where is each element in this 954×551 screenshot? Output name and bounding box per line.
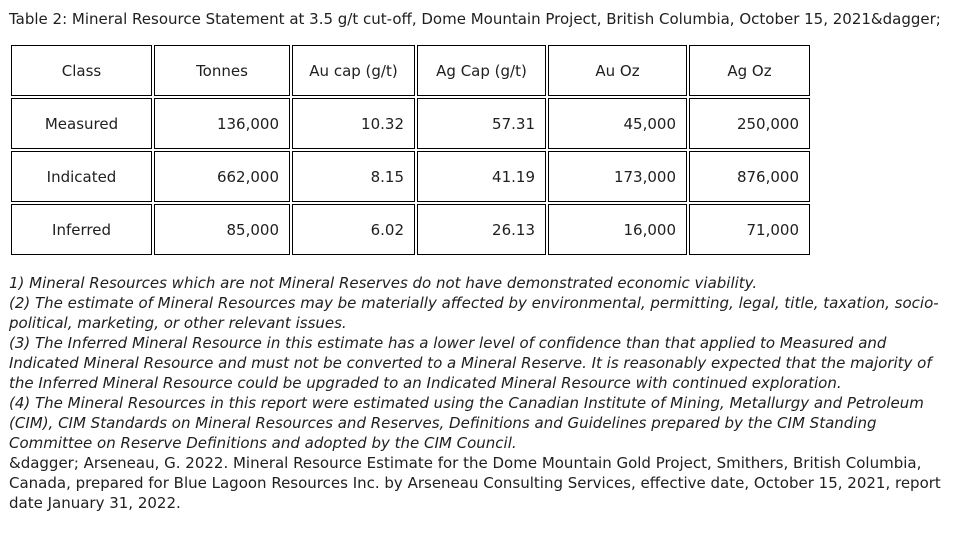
cell-tonnes: 662,000 bbox=[154, 151, 290, 202]
cell-au-cap: 8.15 bbox=[292, 151, 415, 202]
footnote-3: (3) The Inferred Mineral Resource in this estimate has a lower level of confidence than that applied to Measured and Indicated Mineral Resource and must not be converted to a Mineral Reserve. It is reasonably expected that the majority of the Inferred Mineral Resource could be upgraded to an Indicated Mineral Resource with continued exploration. bbox=[9, 334, 932, 392]
mineral-resource-table bbox=[9, 43, 812, 257]
cell-ag-cap: 41.19 bbox=[417, 151, 546, 202]
cell-au-cap: 10.32 bbox=[292, 98, 415, 149]
footnote-2: (2) The estimate of Mineral Resources may be materially affected by environmental, permitting, legal, title, taxation, socio-political, marketing, or other relevant issues. bbox=[9, 294, 939, 332]
table-row-indicated bbox=[11, 151, 810, 202]
footnotes-block bbox=[9, 273, 945, 513]
cell-class: Measured bbox=[11, 98, 152, 149]
cell-ag-oz: 71,000 bbox=[689, 204, 810, 255]
column-header-class: Class bbox=[11, 45, 152, 96]
cell-au-cap: 6.02 bbox=[292, 204, 415, 255]
column-header-ag-cap: Ag Cap (g/t) bbox=[417, 45, 546, 96]
table-row-measured bbox=[11, 98, 810, 149]
cell-au-oz: 45,000 bbox=[548, 98, 687, 149]
header-row bbox=[11, 45, 810, 96]
table-caption: Table 2: Mineral Resource Statement at 3.5 g/t cut-off, Dome Mountain Project, British Columbia, October 15, 2021&dagger; bbox=[9, 10, 941, 28]
cell-au-oz: 16,000 bbox=[548, 204, 687, 255]
footnote-1: 1) Mineral Resources which are not Mineral Reserves do not have demonstrated economic viability. bbox=[9, 274, 758, 292]
column-header-au-oz: Au Oz bbox=[548, 45, 687, 96]
cell-ag-cap: 26.13 bbox=[417, 204, 546, 255]
cell-ag-cap: 57.31 bbox=[417, 98, 546, 149]
cell-class: Inferred bbox=[11, 204, 152, 255]
footnote-4: (4) The Mineral Resources in this report were estimated using the Canadian Institute of Mining, Metallurgy and Petroleum (CIM), CIM Standards on Mineral Resources and Reserves, Definitions and Guidelines prepared by the CIM Standing Committee on Reserve Definitions and adopted by the CIM Council. bbox=[9, 394, 924, 452]
table-row-inferred bbox=[11, 204, 810, 255]
cell-tonnes: 136,000 bbox=[154, 98, 290, 149]
cell-au-oz: 173,000 bbox=[548, 151, 687, 202]
column-header-ag-oz: Ag Oz bbox=[689, 45, 810, 96]
column-header-au-cap: Au cap (g/t) bbox=[292, 45, 415, 96]
cell-class: Indicated bbox=[11, 151, 152, 202]
column-header-tonnes: Tonnes bbox=[154, 45, 290, 96]
cell-ag-oz: 876,000 bbox=[689, 151, 810, 202]
citation: &dagger; Arseneau, G. 2022. Mineral Resource Estimate for the Dome Mountain Gold Project, Smithers, British Columbia, Canada, prepared for Blue Lagoon Resources Inc. by Arseneau Consulting Services, effective date, October 15, 2021, report date January 31, 2022. bbox=[9, 454, 941, 512]
cell-tonnes: 85,000 bbox=[154, 204, 290, 255]
cell-ag-oz: 250,000 bbox=[689, 98, 810, 149]
